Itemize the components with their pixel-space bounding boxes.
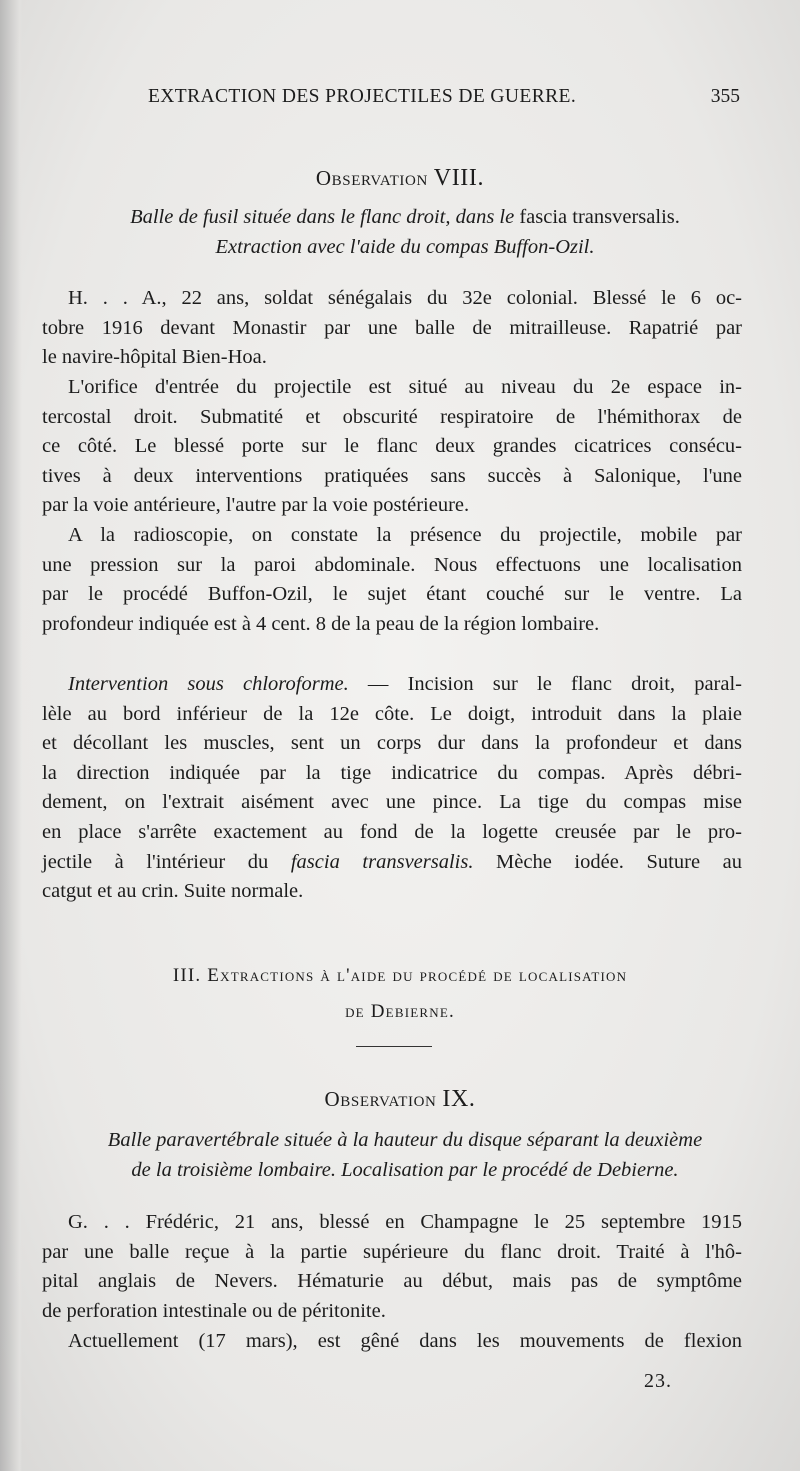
- observation-label: Observation: [315, 166, 428, 190]
- page-number: 355: [710, 86, 740, 107]
- paragraph-obs8-4: [42, 670, 742, 907]
- text-line: tobre 1916 devant Monastir par une balle de mitrailleuse. Rapatrié par: [42, 316, 742, 339]
- text-line: par le procédé Buffon-Ozil, le sujet étant couché sur le ventre. La: [42, 583, 742, 606]
- observation-label: Observation: [324, 1087, 437, 1111]
- signature-mark: 23.: [644, 1370, 672, 1392]
- text-run: jectile à l'intérieur du: [42, 850, 269, 873]
- page-header: [148, 86, 740, 116]
- paragraph-obs8-2: [42, 373, 742, 521]
- text-line: A la radioscopie, on constate la présence du projectile, mobile par: [68, 524, 742, 546]
- text-line: H. . . A., 22 ans, soldat sénégalais du 32e colonial. Blessé le 6 oc-: [68, 287, 742, 309]
- paragraph-obs8-1: [42, 284, 742, 373]
- subtitle-line: [40, 202, 770, 232]
- text-run: Mèche iodée. Suture au: [473, 850, 742, 873]
- subtitle-line: Balle paravertébrale située à la hauteur du disque séparant la deuxième: [107, 1129, 703, 1151]
- text-line: tives à deux interventions pratiquées sans succès à Salonique, l'une: [42, 464, 742, 487]
- text-line: [42, 848, 742, 878]
- text-line: ce côté. Le blessé porte sur le flanc deux grandes cicatrices consécu-: [42, 435, 742, 458]
- observation-8-subtitle: [40, 202, 770, 262]
- text-line: pital anglais de Nevers. Hématurie au début, mais pas de symptôme: [42, 1270, 742, 1293]
- text-line: par une balle reçue à la partie supérieure du flanc droit. Traité à l'hô-: [42, 1240, 742, 1263]
- text-line: une pression sur la paroi abdominale. Nous effectuons une localisation: [42, 553, 742, 576]
- observation-number: IX.: [442, 1086, 476, 1112]
- text-line: le navire-hôpital Bien-Hoa.: [42, 346, 267, 369]
- text-line: profondeur indiquée est à 4 cent. 8 de la peau de la région lombaire.: [42, 612, 600, 635]
- observation-9-subtitle: [30, 1125, 780, 1185]
- text-line: catgut et au crin. Suite normale.: [42, 880, 304, 903]
- text-line: dement, on l'extrait aisément avec une pince. La tige du compas mise: [42, 791, 742, 814]
- paragraph-obs9-1: [42, 1208, 742, 1326]
- text-run-italic: fascia transversalis.: [290, 850, 474, 873]
- text-line: Actuellement (17 mars), est gêné dans les mouvements de flexion: [68, 1330, 742, 1352]
- section-heading-line2: de Debierne.: [345, 1001, 455, 1022]
- subtitle-line: Extraction avec l'aide du compas Buffon-Ozil.: [215, 236, 595, 258]
- observation-9-title: [0, 1086, 800, 1113]
- section-rule: [356, 1046, 432, 1047]
- text-line: par la voie antérieure, l'autre par la voie postérieure.: [42, 494, 470, 517]
- observation-8-title: [0, 165, 800, 192]
- text-line: G. . . Frédéric, 21 ans, blessé en Champagne le 25 septembre 1915: [68, 1211, 742, 1233]
- text-line: et décollant les muscles, sent un corps dur dans la profondeur et dans: [42, 732, 742, 755]
- text-run: — Incision sur le flanc droit, paral-: [348, 673, 742, 695]
- subtitle-line: de la troisième lombaire. Localisation par le procédé de Debierne.: [131, 1159, 679, 1181]
- text-line: la direction indiquée par la tige indicatrice du compas. Après débri-: [42, 761, 742, 784]
- text-line: tercostal droit. Submatité et obscurité respiratoire de l'hémithorax de: [42, 405, 742, 428]
- intervention-lead: Intervention sous chloroforme.: [68, 673, 349, 695]
- text-line: de perforation intestinale ou de péritonite.: [42, 1299, 386, 1322]
- text-line: lèle au bord inférieur de la 12e côte. Le doigt, introduit dans la plaie: [42, 702, 742, 725]
- paragraph-obs8-3: [42, 521, 742, 639]
- text-line: [42, 670, 742, 700]
- running-head: EXTRACTION DES PROJECTILES DE GUERRE.: [148, 86, 577, 107]
- section-heading: III. Extractions à l'aide du procédé de localisation: [172, 965, 628, 986]
- subtitle-italic: Balle de fusil située dans le flanc droit, dans le: [130, 206, 515, 228]
- subtitle-roman: fascia transversalis.: [519, 206, 680, 228]
- page-edge-shadow: [0, 0, 22, 1471]
- text-line: L'orifice d'entrée du projectile est situé au niveau du 2e espace in-: [68, 376, 742, 398]
- text-line: en place s'arrête exactement au fond de la logette creusée par le pro-: [42, 820, 742, 843]
- observation-number: VIII.: [433, 165, 485, 191]
- paragraph-obs9-2: [42, 1327, 742, 1357]
